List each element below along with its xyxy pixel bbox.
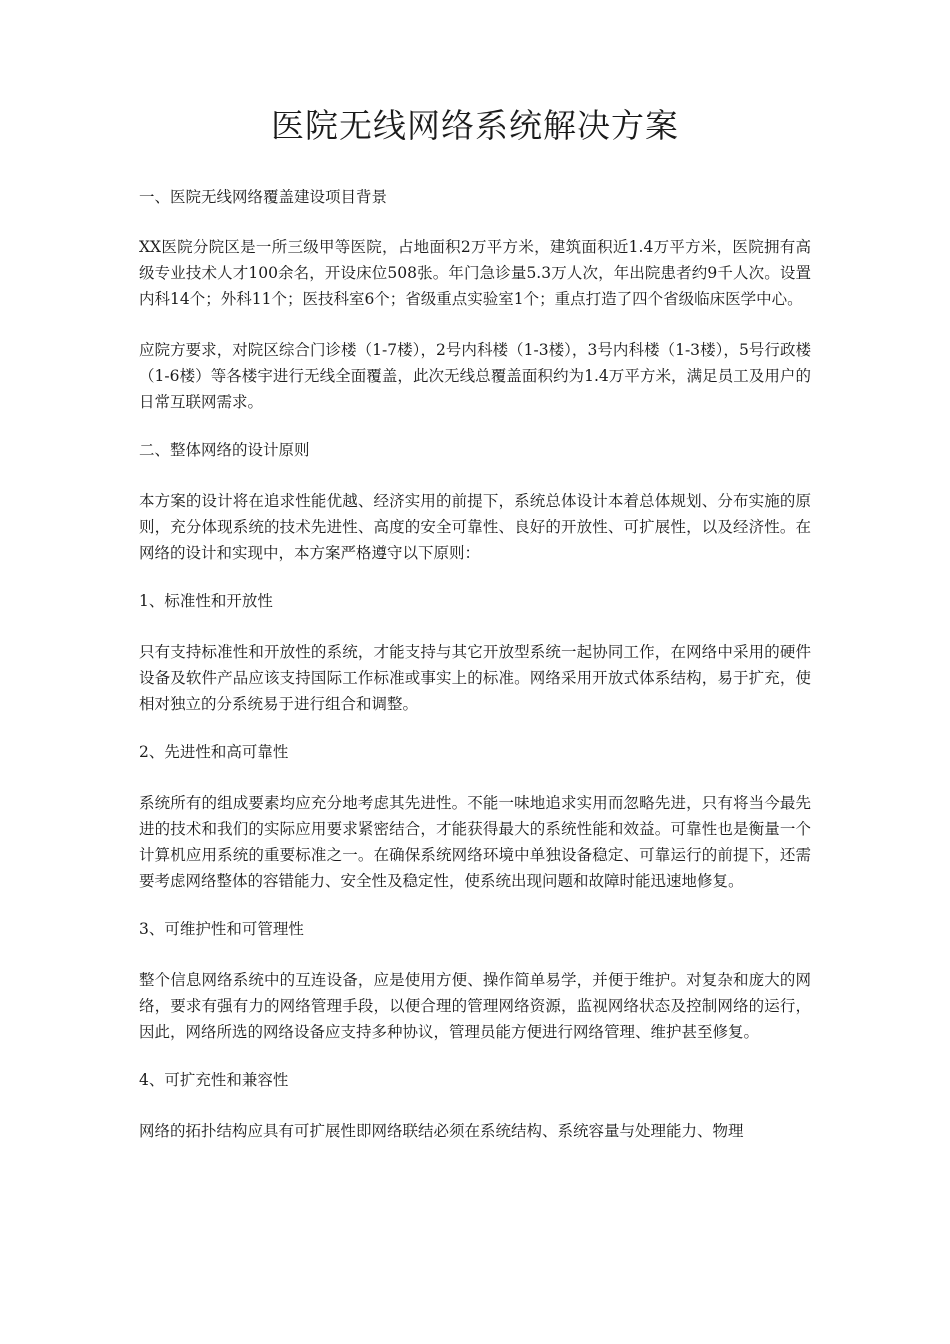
section-heading-design-principles: 二、整体网络的设计原则 bbox=[139, 441, 310, 459]
principle-heading-maintainability: 3、可维护性和可管理性 bbox=[139, 920, 304, 938]
paragraph-advanced-reliability: 系统所有的组成要素均应充分地考虑其先进性。不能一味地追求实用而忽略先进，只有将当今最先进的技术和我们的实际应用要求紧密结合，才能获得最大的系统性能和效益。可靠性也是衡量一个计算机应用系统的重要标准之一。在确保系统网络环境中单独设备稳定、可靠运行的前提下，还需要考虑网络整体的容错能力、安全性及稳定性，使系统出现问题和故障时能迅速地修复。 bbox=[139, 794, 811, 890]
paragraph-coverage-requirement: 应院方要求，对院区综合门诊楼（1-7楼），2号内科楼（1-3楼），3号内科楼（1-3楼），5号行政楼（1-6楼）等各楼宇进行无线全面覆盖，此次无线总覆盖面积约为1.4万平方米，满足员工及用户的日常互联网需求。 bbox=[139, 341, 811, 411]
paragraph-design-principles: 本方案的设计将在追求性能优越、经济实用的前提下，系统总体设计本着总体规划、分布实施的原则，充分体现系统的技术先进性、高度的安全可靠性、良好的开放性、可扩展性，以及经济性。在网络的设计和实现中，本方案严格遵守以下原则： bbox=[139, 492, 811, 562]
paragraph-standard-openness: 只有支持标准性和开放性的系统，才能支持与其它开放型系统一起协同工作，在网络中采用的硬件设备及软件产品应该支持国际工作标准或事实上的标准。网络采用开放式体系结构，易于扩充，使相对独立的分系统易于进行组合和调整。 bbox=[139, 643, 811, 713]
principle-heading-advanced-reliability: 2、先进性和高可靠性 bbox=[139, 743, 289, 761]
principle-heading-standard-openness: 1、标准性和开放性 bbox=[139, 592, 273, 610]
paragraph-extensibility: 网络的拓扑结构应具有可扩展性即网络联结必须在系统结构、系统容量与处理能力、物理 bbox=[139, 1122, 744, 1140]
section-heading-background: 一、医院无线网络覆盖建设项目背景 bbox=[139, 188, 388, 206]
principle-heading-extensibility: 4、可扩充性和兼容性 bbox=[139, 1071, 289, 1089]
paragraph-hospital-overview: XX医院分院区是一所三级甲等医院，占地面积2万平方米，建筑面积近1.4万平方米，医院拥有高级专业技术人才100余名，开设床位508张。年门急诊量5.3万人次，年出院患者约9千人次。设置内科14个；外科11个；医技科室6个；省级重点实验室1个；重点打造了四个省级临床医学中心。 bbox=[139, 238, 811, 308]
document-title: 医院无线网络系统解决方案 bbox=[271, 106, 679, 145]
paragraph-maintainability: 整个信息网络系统中的互连设备，应是使用方便、操作简单易学，并便于维护。对复杂和庞大的网络，要求有强有力的网络管理手段，以便合理的管理网络资源，监视网络状态及控制网络的运行，因此，网络所选的网络设备应支持多种协议，管理员能方便进行网络管理、维护甚至修复。 bbox=[139, 971, 811, 1041]
document-body bbox=[139, 96, 811, 1144]
